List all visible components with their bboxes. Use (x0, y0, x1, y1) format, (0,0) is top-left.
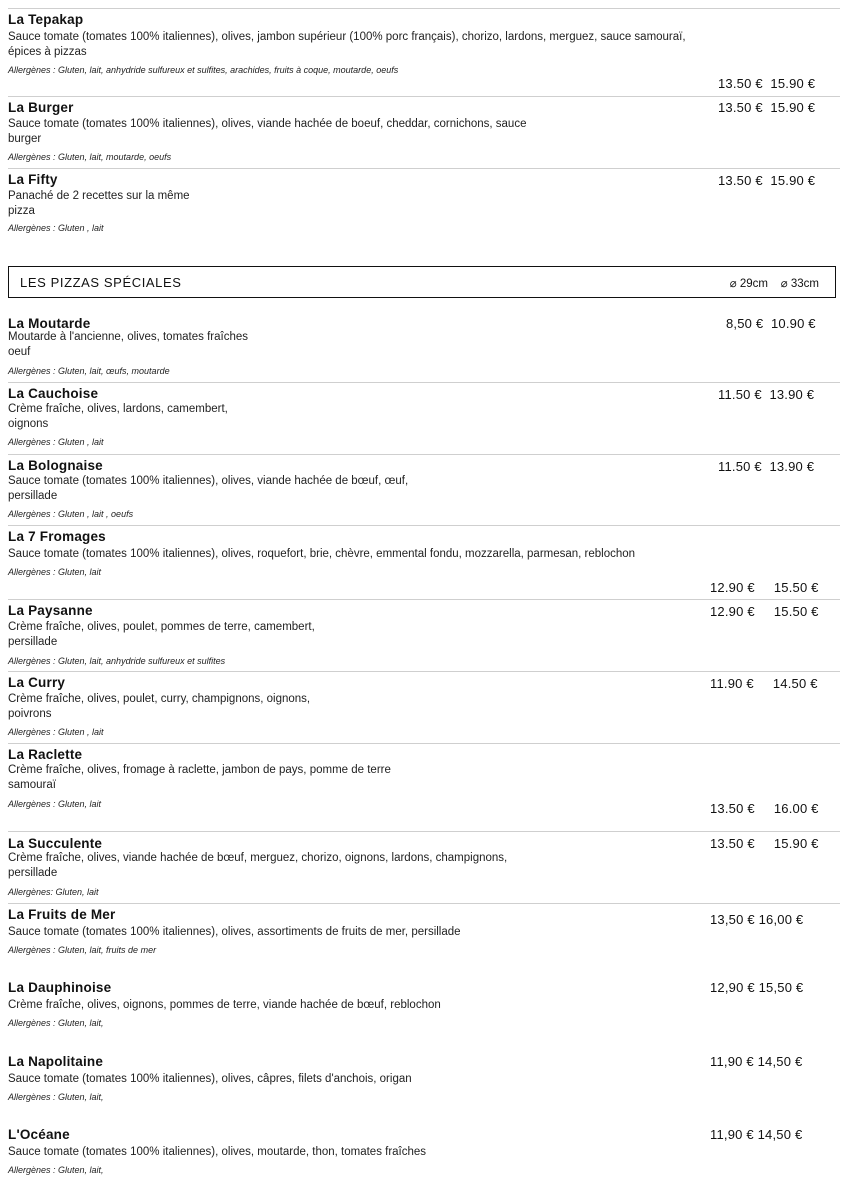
item-name: La Curry (8, 675, 66, 690)
desc-line: Sauce tomate (tomates 100% italiennes), olives, moutarde, thon, tomates fraîches (8, 1146, 427, 1158)
item-prices (710, 836, 819, 851)
item-name: L'Océane (8, 1127, 70, 1142)
price-33cm: 14.50 € (772, 676, 818, 691)
item-allergens: Allergènes : Gluten, lait, moutarde, oeufs (8, 152, 172, 162)
price-29cm: 12.90 € (710, 604, 755, 619)
desc-line: Sauce tomate (tomates 100% italiennes), olives, jambon supérieur (100% porc français), chorizo, lardons, merguez, sauce samouraï, (8, 31, 686, 43)
size-large-label: ⌀ 33cm (780, 278, 819, 290)
divider (8, 525, 840, 526)
price-29cm: 11,90 € (710, 1127, 754, 1142)
divider (8, 168, 840, 169)
desc-line: burger (8, 133, 42, 145)
desc-line: persillade (8, 636, 58, 648)
desc-line: Sauce tomate (tomates 100% italiennes), olives, viande hachée de bœuf, œuf, (8, 475, 409, 487)
desc-line: Crème fraîche, olives, poulet, pommes de terre, camembert, (8, 621, 315, 633)
menu-item-paysanne (8, 603, 840, 669)
divider (8, 831, 840, 832)
price-29cm: 11.50 € (718, 459, 762, 474)
item-prices (710, 980, 803, 995)
item-prices (718, 100, 815, 115)
desc-line: oignons (8, 418, 49, 430)
price-29cm: 11.90 € (710, 676, 754, 691)
item-description (8, 1072, 412, 1087)
item-prices (710, 604, 819, 619)
divider (8, 96, 840, 97)
price-33cm: 14,50 € (757, 1054, 803, 1069)
item-prices (710, 912, 803, 927)
item-allergens: Allergènes : Gluten, lait, (8, 1165, 104, 1175)
item-description (8, 474, 408, 504)
item-name: La Cauchoise (8, 386, 99, 401)
price-29cm: 11.50 € (718, 387, 762, 402)
price-33cm: 15.90 € (773, 836, 819, 851)
menu-item-fruits-de-mer (8, 907, 840, 973)
menu-item-fifty (8, 172, 840, 242)
item-allergens: Allergènes : Gluten, lait, œufs, moutarde (8, 366, 170, 376)
price-29cm: 13.50 € (718, 76, 763, 91)
desc-line: persillade (8, 490, 58, 502)
price-33cm: 15.90 € (770, 100, 816, 115)
item-name: La 7 Fromages (8, 529, 106, 544)
menu-item-tepakap (8, 12, 840, 96)
desc-line: Crème fraîche, olives, oignons, pommes de terre, viande hachée de bœuf, reblochon (8, 999, 441, 1011)
menu-item-oceane (8, 1127, 840, 1193)
desc-line: Sauce tomate (tomates 100% italiennes), olives, câpres, filets d'anchois, origan (8, 1073, 412, 1085)
divider (8, 743, 840, 744)
item-allergens: Allergènes : Gluten , lait (8, 223, 104, 233)
price-29cm: 13,50 € (710, 912, 755, 927)
divider (8, 382, 840, 383)
item-prices (718, 173, 815, 188)
price-33cm: 15.50 € (773, 580, 819, 595)
item-prices (718, 76, 815, 91)
item-description (8, 620, 315, 650)
divider (8, 903, 840, 904)
desc-line: Moutarde à l'ancienne, olives, tomates fraîches (8, 331, 248, 343)
desc-line: Crème fraîche, olives, lardons, camembert, (8, 403, 228, 415)
item-name: La Succulente (8, 836, 103, 851)
item-allergens: Allergènes: Gluten, lait (8, 887, 99, 897)
item-description (8, 692, 310, 722)
item-allergens: Allergènes : Gluten , lait (8, 437, 104, 447)
desc-line: Panaché de 2 recettes sur la même (8, 190, 190, 202)
item-allergens: Allergènes : Gluten, lait, anhydride sulfureux et sulfites (8, 656, 226, 666)
menu-item-burger (8, 100, 840, 168)
price-29cm: 12,90 € (710, 980, 755, 995)
item-prices (718, 459, 814, 474)
item-name: La Raclette (8, 747, 83, 762)
size-labels (730, 276, 819, 290)
item-prices (726, 316, 816, 331)
item-description (8, 1145, 426, 1160)
menu-item-moutarde (8, 316, 840, 382)
price-33cm: 10.90 € (770, 316, 816, 331)
desc-line: Sauce tomate (tomates 100% italiennes), olives, assortiments de fruits de mer, persillade (8, 926, 461, 938)
menu-item-cauchoise (8, 386, 840, 452)
price-29cm: 13.50 € (718, 100, 763, 115)
divider (8, 599, 840, 600)
item-allergens: Allergènes : Gluten, lait, (8, 1092, 104, 1102)
menu-item-curry (8, 675, 840, 741)
item-allergens: Allergènes : Gluten, lait, (8, 1018, 104, 1028)
desc-line: épices à pizzas (8, 46, 87, 58)
price-29cm: 13.50 € (710, 801, 755, 816)
divider (8, 8, 840, 9)
size-small-label: ⌀ 29cm (729, 278, 768, 290)
menu-item-succulente (8, 836, 840, 902)
item-name: La Bolognaise (8, 458, 103, 473)
desc-line: samouraï (8, 779, 56, 791)
item-allergens: Allergènes : Gluten , lait , oeufs (8, 509, 134, 519)
item-description (8, 763, 391, 793)
desc-line: Sauce tomate (tomates 100% italiennes), olives, viande hachée de boeuf, cheddar, cornichons, sauce (8, 118, 527, 130)
item-description (8, 998, 441, 1013)
item-allergens: Allergènes : Gluten , lait (8, 727, 104, 737)
item-name: La Napolitaine (8, 1054, 104, 1069)
price-33cm: 13.90 € (769, 459, 815, 474)
item-prices (710, 676, 818, 691)
price-33cm: 14,50 € (757, 1127, 803, 1142)
item-description (8, 30, 686, 60)
section-header (8, 266, 836, 298)
section-title: LES PIZZAS SPÉCIALES (20, 275, 182, 290)
price-29cm: 12.90 € (710, 580, 755, 595)
item-description (8, 402, 228, 432)
item-prices (710, 1054, 802, 1069)
item-name: La Tepakap (8, 12, 84, 27)
price-33cm: 16.00 € (773, 801, 819, 816)
price-33cm: 16,00 € (758, 912, 804, 927)
item-name: La Paysanne (8, 603, 93, 618)
desc-line: Crème fraîche, olives, fromage à raclette, jambon de pays, pomme de terre (8, 764, 391, 776)
desc-line: Crème fraîche, olives, poulet, curry, champignons, oignons, (8, 693, 311, 705)
price-33cm: 15.90 € (770, 76, 816, 91)
price-29cm: 11,90 € (710, 1054, 754, 1069)
desc-line: Crème fraîche, olives, viande hachée de bœuf, merguez, chorizo, oignons, lardons, champignons, (8, 852, 508, 864)
item-name: La Fruits de Mer (8, 907, 116, 922)
price-29cm: 8,50 € (726, 316, 764, 331)
menu-item-napolitaine (8, 1054, 840, 1120)
item-name: La Dauphinoise (8, 980, 112, 995)
desc-line: poivrons (8, 708, 52, 720)
item-description (8, 189, 190, 219)
price-29cm: 13.50 € (718, 173, 763, 188)
price-33cm: 15.90 € (770, 173, 816, 188)
item-name: La Moutarde (8, 316, 91, 331)
item-allergens: Allergènes : Gluten, lait (8, 799, 102, 809)
menu-item-raclette (8, 747, 840, 827)
divider (8, 454, 840, 455)
price-33cm: 15,50 € (758, 980, 804, 995)
item-prices (710, 801, 819, 816)
item-allergens: Allergènes : Gluten, lait, fruits de mer (8, 945, 157, 955)
price-29cm: 13.50 € (710, 836, 755, 851)
desc-line: oeuf (8, 346, 31, 358)
item-name: La Burger (8, 100, 74, 115)
item-name: La Fifty (8, 172, 58, 187)
desc-line: pizza (8, 205, 35, 217)
item-prices (710, 580, 819, 595)
item-prices (710, 1127, 802, 1142)
item-description (8, 851, 507, 881)
item-prices (718, 387, 814, 402)
item-allergens: Allergènes : Gluten, lait, anhydride sulfureux et sulfites, arachides, fruits à coque, moutarde, oeufs (8, 65, 399, 75)
item-description (8, 925, 461, 940)
price-33cm: 13.90 € (769, 387, 815, 402)
item-description (8, 547, 635, 562)
menu-item-dauphinoise (8, 980, 840, 1046)
item-description (8, 330, 248, 360)
desc-line: Sauce tomate (tomates 100% italiennes), olives, roquefort, brie, chèvre, emmental fondu, mozzarella, parmesan, reblochon (8, 548, 636, 560)
menu-item-bolognaise (8, 458, 840, 524)
divider (8, 671, 840, 672)
item-allergens: Allergènes : Gluten, lait (8, 567, 102, 577)
price-33cm: 15.50 € (773, 604, 819, 619)
menu-item-7-fromages (8, 529, 840, 599)
item-description (8, 117, 526, 147)
desc-line: persillade (8, 867, 58, 879)
